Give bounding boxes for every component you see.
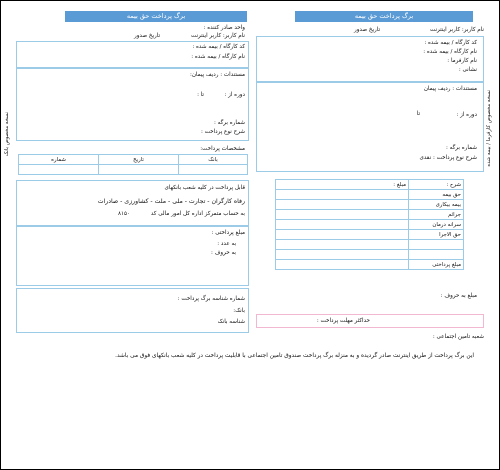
col-amount: مبلغ :: [276, 180, 409, 190]
right-documents: مستندات : ردیف پیمان: [423, 86, 477, 92]
footer-note: این برگ پرداخت از طریق اینترنت صادر گردیده و به منزله برگ پرداخت صندوق تامین اجتماعی با قابلیت پرداخت در کلیه شعب بانکهای فوق می باشد.: [115, 353, 474, 359]
left-side-label: نسخه مخصوص بانک: [4, 112, 10, 157]
right-deadline: حداکثر مهلت پرداخت :: [316, 318, 370, 324]
right-issue-date: تاریخ صدور: [354, 27, 380, 33]
left-amount-words: به حروف :: [210, 250, 236, 256]
left-bank-id: شناسه بانک: [217, 319, 245, 325]
col-desc: شرح :: [409, 180, 464, 190]
row-label: سرانه درمان: [409, 220, 464, 230]
right-branch: شعبه تامین اجتماعی :: [432, 334, 484, 340]
left-documents: مستندات : ردیف پیمان:: [189, 72, 245, 78]
left-period-to: تا :: [197, 92, 204, 98]
right-payment-type: شرح نوع پرداخت : نقدی: [419, 155, 477, 161]
right-workshop-code: کد کارگاه / بیمه شده :: [424, 40, 477, 46]
right-sheet-number: شماره برگه :: [445, 145, 477, 151]
col-number: شماره: [19, 155, 99, 165]
left-issue-date: تاریخ صدور: [134, 33, 160, 39]
bank-line-1: قابل پرداخت در کلیه شعب بانکهای: [164, 185, 245, 191]
left-payment-type: شرح نوع پرداخت :: [200, 129, 245, 135]
row-label: [409, 250, 464, 260]
right-deadline-box: [256, 314, 484, 328]
row-label: مبلغ پرداختی: [409, 260, 464, 270]
right-side-label: نسخه مخصوص کارفرما / بیمه شده: [486, 90, 492, 167]
row-label: [409, 240, 464, 250]
right-title: برگ پرداخت حق بیمه: [295, 11, 473, 22]
account-code: ۸۱۵۰: [117, 211, 130, 217]
bank-line-3: به حساب متمرکز اداره کل امور مالی کد: [150, 211, 245, 217]
right-period-from: دوره از :: [456, 112, 477, 118]
left-bank-label: بانک:: [233, 308, 245, 314]
left-period-from: دوره از :: [224, 92, 245, 98]
row-label: حق الاجرا: [409, 230, 464, 240]
bank-line-2: رفاه کارگران - تجارت - ملی - ملت - کشاورزی - صادرات: [97, 198, 245, 205]
left-workshop-name: نام کارگاه / بیمه شده :: [191, 54, 245, 60]
right-address: نشانی :: [458, 67, 477, 73]
right-amount-table: [275, 179, 464, 270]
left-sheet-number: شماره برگه :: [213, 120, 245, 126]
left-user-label: نام کاربر: کاربر اینترنت: [191, 33, 245, 39]
left-id-box: [16, 288, 249, 333]
right-user-label: نام کاربر: کاربر اینترنت: [430, 27, 484, 33]
row-label: جرائم: [409, 210, 464, 220]
right-amount-words: مبلغ به حروف :: [440, 293, 477, 299]
right-employer-name: نام کارفرما :: [447, 58, 477, 64]
col-date: تاریخ: [99, 155, 179, 165]
left-amount-digits: به عدد :: [217, 241, 236, 247]
row-label: حق بیمه: [409, 190, 464, 200]
left-payment-specs: مشخصات پرداخت:: [200, 146, 245, 152]
left-amount-title: مبلغ پرداختی :: [211, 230, 245, 236]
right-workshop-name: نام کارگاه / بیمه شده :: [423, 49, 477, 55]
left-payment-table: [18, 154, 248, 175]
row-label: بیمه بیکاری: [409, 200, 464, 210]
left-title: برگ پرداخت حق بیمه: [65, 11, 247, 22]
col-bank: بانک: [179, 155, 248, 165]
left-workshop-code: کد کارگاه / بیمه شده :: [192, 44, 245, 50]
left-issuer: واحد صادر کننده :: [203, 25, 245, 31]
right-period-to: تا: [416, 111, 420, 117]
left-id-number: شماره شناسه برگ پرداخت :: [177, 296, 245, 302]
